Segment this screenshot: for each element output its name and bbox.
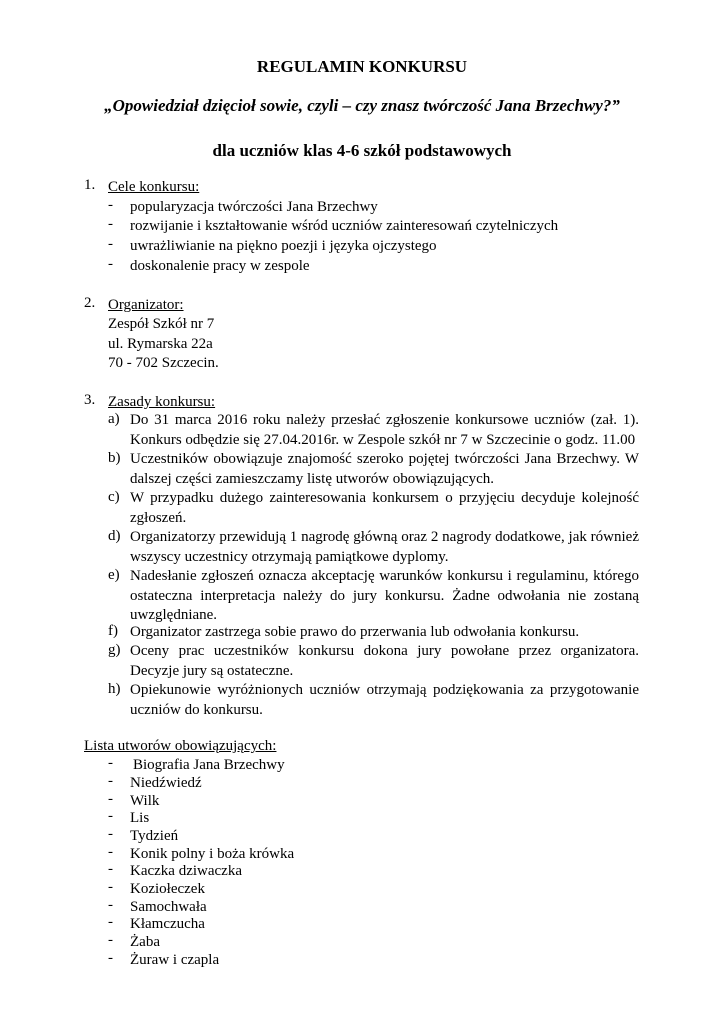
section-number: 2. bbox=[84, 295, 96, 311]
bullet-dash: - bbox=[108, 861, 113, 877]
organizer-line: ul. Rymarska 22a bbox=[108, 336, 213, 352]
rule-text: Opiekunowie wyróżnionych uczniów otrzymają podziękowania za przygotowanie uczniów do konkursu. bbox=[130, 682, 639, 718]
organizer-heading: Organizator: bbox=[108, 297, 184, 313]
works-heading: Lista utworów obowiązujących: bbox=[84, 738, 277, 754]
rule-text: Oceny prac uczestników konkursu dokona jury powołane przez organizatora. Decyzje jury są ostateczne. bbox=[130, 643, 639, 679]
bullet-dash: - bbox=[108, 773, 113, 789]
audience-line: dla uczniów klas 4-6 szkół podstawowych bbox=[212, 141, 512, 160]
section-number: 1. bbox=[84, 177, 96, 193]
bullet-dash: - bbox=[108, 236, 113, 252]
rule-text: Nadesłanie zgłoszeń oznacza akceptację warunków konkursu i regulaminu, którego ostateczna interpretacja należy do jury konkursu. Żadne odwołania nie zostaną uwzględniane. bbox=[130, 568, 639, 623]
rule-letter: c) bbox=[108, 489, 120, 505]
rule-text: Uczestników obowiązuje znajomość szeroko pojętej twórczości Jana Brzechwy. W dalszej części zamieszczamy listę utworów obowiązujących. bbox=[130, 451, 639, 487]
work-item: Żuraw i czapla bbox=[130, 952, 220, 968]
work-item: Wilk bbox=[130, 793, 160, 809]
work-item: Konik polny i boża krówka bbox=[130, 846, 295, 862]
goal-item: popularyzacja twórczości Jana Brzechwy bbox=[130, 199, 378, 215]
bullet-dash: - bbox=[108, 844, 113, 860]
rule-letter: a) bbox=[108, 411, 120, 427]
goal-item: doskonalenie pracy w zespole bbox=[130, 258, 310, 274]
bullet-dash: - bbox=[108, 755, 113, 771]
goal-item: rozwijanie i kształtowanie wśród uczniów zainteresowań czytelniczych bbox=[130, 218, 559, 234]
work-item: Kłamczucha bbox=[130, 916, 205, 932]
document-title: REGULAMIN KONKURSU bbox=[256, 57, 468, 76]
bullet-dash: - bbox=[108, 256, 113, 272]
rule-letter: b) bbox=[108, 450, 121, 466]
rule-text: Organizator zastrzega sobie prawo do przerwania lub odwołania konkursu. bbox=[130, 624, 580, 640]
bullet-dash: - bbox=[108, 826, 113, 842]
rules-heading: Zasady konkursu: bbox=[108, 394, 216, 410]
bullet-dash: - bbox=[108, 914, 113, 930]
bullet-dash: - bbox=[108, 808, 113, 824]
rule-letter: f) bbox=[108, 623, 118, 639]
goal-item: uwrażliwianie na piękno poezji i języka ojczystego bbox=[130, 238, 437, 254]
contest-subtitle: „Opowiedział dzięcioł sowie, czyli – czy znasz twórczość Jana Brzechwy?” bbox=[104, 96, 620, 115]
work-item: Biografia Jana Brzechwy bbox=[133, 757, 285, 773]
work-item: Lis bbox=[130, 810, 150, 826]
work-item: Kaczka dziwaczka bbox=[130, 863, 243, 879]
rule-letter: e) bbox=[108, 567, 120, 583]
goals-heading: Cele konkursu: bbox=[108, 179, 200, 195]
work-item: Tydzień bbox=[130, 828, 179, 844]
rule-letter: g) bbox=[108, 642, 121, 658]
rule-text: Do 31 marca 2016 roku należy przesłać zgłoszenie konkursowe uczniów (zał. 1). Konkurs odbędzie się 27.04.2016r. w Zespole szkół nr 7 w Szczecinie o godz. 11.00 bbox=[130, 412, 639, 448]
organizer-line: Zespół Szkół nr 7 bbox=[108, 316, 215, 332]
rule-text: W przypadku dużego zainteresowania konkursem o przyjęciu decyduje kolejność zgłoszeń. bbox=[130, 490, 639, 526]
work-item: Koziołeczek bbox=[130, 881, 205, 897]
rule-text: Organizatorzy przewidują 1 nagrodę główną oraz 2 nagrody dodatkowe, jak również wszyscy uczestnicy otrzymają pamiątkowe dyplomy. bbox=[130, 529, 639, 565]
bullet-dash: - bbox=[108, 932, 113, 948]
section-number: 3. bbox=[84, 392, 96, 408]
bullet-dash: - bbox=[108, 216, 113, 232]
work-item: Żaba bbox=[130, 934, 160, 950]
organizer-line: 70 - 702 Szczecin. bbox=[108, 355, 219, 371]
rule-letter: h) bbox=[108, 681, 121, 697]
work-item: Niedźwiedź bbox=[130, 775, 202, 791]
bullet-dash: - bbox=[108, 197, 113, 213]
rule-letter: d) bbox=[108, 528, 121, 544]
bullet-dash: - bbox=[108, 897, 113, 913]
bullet-dash: - bbox=[108, 791, 113, 807]
bullet-dash: - bbox=[108, 879, 113, 895]
work-item: Samochwała bbox=[130, 899, 207, 915]
bullet-dash: - bbox=[108, 950, 113, 966]
